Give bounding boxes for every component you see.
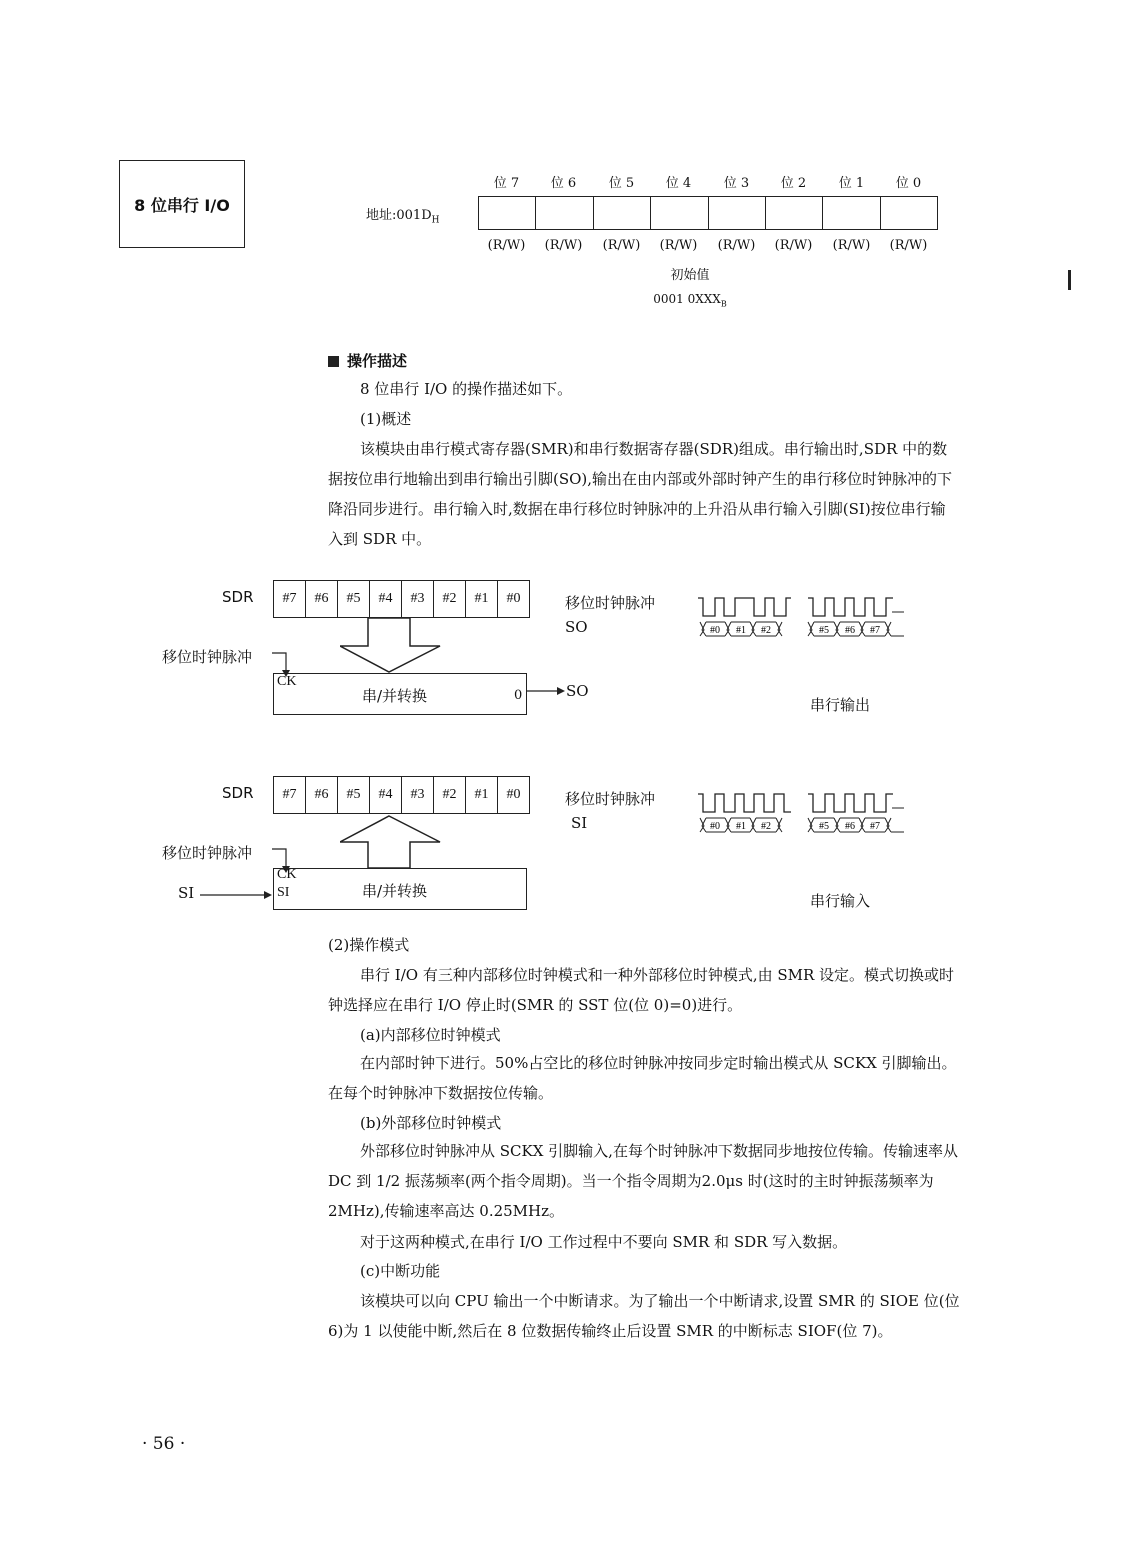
access-4: (R/W) xyxy=(659,238,698,253)
operation-intro: 8 位串行 I/O 的操作描述如下。 xyxy=(360,380,573,398)
clock-label-input: 移位时钟脉冲 xyxy=(162,844,253,862)
page-number: · 56 · xyxy=(142,1434,186,1454)
si-arrow-icon xyxy=(200,887,274,903)
ck-label: CK xyxy=(277,867,297,882)
register-cell xyxy=(881,197,937,229)
sdr-bit: #7 xyxy=(274,581,306,617)
register-cell xyxy=(709,197,766,229)
sdr-register-output xyxy=(273,580,530,618)
clock-label-output: 移位时钟脉冲 xyxy=(162,648,253,666)
bit-zero-label: 0 xyxy=(514,688,523,703)
sdr-bit: #0 xyxy=(506,787,521,802)
access-3: (R/W) xyxy=(717,238,756,253)
overview-text: 该模块由串行模式寄存器(SMR)和串行数据寄存器(SDR)组成。串行输出时,SDR 中的数据按位串行地输出到串行输出引脚(SO),输出在由内部或外部时钟产生的串行移位时钟脉冲的下降沿同步进行。串行输入时,数据在串行移位时钟脉冲的上升沿从串行输入引脚(SI)按位串行输入到 SDR 中。 xyxy=(328,440,953,548)
mode-b-text: 外部移位时钟脉冲从 SCKX 引脚输入,在每个时钟脉冲下数据同步地按位传输。传输速率从 DC 到 1/2 振荡频率(两个指令周期)。当一个指令周期为2.0μs 时(这时的主时钟振荡频率为 2MHz),传输速率高达 0.25MHz。 xyxy=(328,1142,958,1220)
bit-label-4: 位 4 xyxy=(665,176,692,191)
access-1: (R/W) xyxy=(832,238,871,253)
sdr-bit: #2 xyxy=(434,581,466,617)
bit-label-5: 位 5 xyxy=(608,176,635,191)
sdr-bit: #0 xyxy=(506,591,521,606)
down-arrow-icon xyxy=(340,618,450,674)
operation-heading: 操作描述 xyxy=(328,350,407,371)
si-internal-label: SI xyxy=(277,885,290,900)
sdr-bit: #1 xyxy=(466,777,498,813)
sdr-register-input xyxy=(273,776,530,814)
square-bullet-icon xyxy=(328,356,339,367)
wave-bit: #1 xyxy=(736,625,746,636)
timing-so-label: SO xyxy=(565,618,588,636)
timing-diagram-output xyxy=(698,596,910,638)
sdr-label-output: SDR xyxy=(222,588,254,606)
sdr-bit: #6 xyxy=(306,581,338,617)
wave-bit: #2 xyxy=(761,625,771,636)
converter-label: 串/并转换 xyxy=(362,687,428,705)
wave-bit: #0 xyxy=(710,625,720,636)
bit-label-1: 位 1 xyxy=(838,176,865,191)
wave-bit: #7 xyxy=(870,821,880,832)
so-pin-label: SO xyxy=(566,682,589,700)
register-cell xyxy=(536,197,593,229)
initial-value-label: 初始值 xyxy=(670,268,710,283)
wave-bit: #1 xyxy=(736,821,746,832)
sdr-bit: #5 xyxy=(338,581,370,617)
mode-c-title: (c)中断功能 xyxy=(360,1262,441,1280)
ck-label: CK xyxy=(277,674,297,689)
register-bits-row xyxy=(478,196,938,230)
timing-si-label: SI xyxy=(571,814,588,832)
converter-box-input xyxy=(273,868,527,910)
register-cell xyxy=(651,197,708,229)
wave-bit: #6 xyxy=(845,821,855,832)
wave-bit: #5 xyxy=(819,821,829,832)
bit-label-7: 位 7 xyxy=(493,176,520,191)
converter-label: 串/并转换 xyxy=(362,882,428,900)
sdr-bit: #6 xyxy=(306,777,338,813)
timing-clock-label-output: 移位时钟脉冲 xyxy=(565,594,656,612)
timing-clock-label-input: 移位时钟脉冲 xyxy=(565,790,656,808)
register-address: 地址$:001D_H$ xyxy=(366,208,440,226)
access-7: (R/W) xyxy=(487,238,526,253)
access-2: (R/W) xyxy=(774,238,813,253)
sdr-bit: #3 xyxy=(402,777,434,813)
access-0: (R/W) xyxy=(889,238,928,253)
sdr-bit: #2 xyxy=(434,777,466,813)
mode-b-title: (b)外部移位时钟模式 xyxy=(360,1114,502,1132)
si-pin-label: SI xyxy=(178,884,195,902)
sdr-bit: #4 xyxy=(370,581,402,617)
mode-a-title: (a)内部移位时钟模式 xyxy=(360,1026,501,1044)
so-arrow-icon xyxy=(527,683,567,699)
access-5: (R/W) xyxy=(602,238,641,253)
sdr-bit: #4 xyxy=(370,777,402,813)
wave-bit: #2 xyxy=(761,821,771,832)
bit-label-0: 位 0 xyxy=(895,176,922,191)
initial-value: 0001 $0XXX_B$ xyxy=(653,292,727,309)
register-cell xyxy=(479,197,536,229)
access-6: (R/W) xyxy=(544,238,583,253)
bit-label-2: 位 2 xyxy=(780,176,807,191)
up-arrow-icon xyxy=(340,814,450,870)
wave-bit: #5 xyxy=(819,625,829,636)
bit-label-3: 位 3 xyxy=(723,176,750,191)
sdr-bit: #5 xyxy=(338,777,370,813)
bit-label-6: 位 6 xyxy=(550,176,577,191)
converter-box-output xyxy=(273,673,527,715)
wave-bit: #7 xyxy=(870,625,880,636)
modes-title: (2)操作模式 xyxy=(328,936,410,954)
serial-output-label: 串行输出 xyxy=(810,696,871,714)
wave-bit: #0 xyxy=(710,821,720,832)
register-cell xyxy=(823,197,880,229)
timing-diagram-input xyxy=(698,792,910,834)
mode-c-text: 该模块可以向 CPU 输出一个中断请求。为了输出一个中断请求,设置 SMR 的 SIOE 位(位 6)为 1 以使能中断,然后在 8 位数据传输终止后设置 SMR 的中断标志 SIOF(位 7)。 xyxy=(328,1292,960,1340)
register-cell xyxy=(594,197,651,229)
sdr-bit: #1 xyxy=(466,581,498,617)
modes-intro: 串行 I/O 有三种内部移位时钟模式和一种外部移位时钟模式,由 SMR 设定。模式切换或时钟选择应在串行 I/O 停止时(SMR 的 SST 位(位 0)=0)进行。 xyxy=(328,966,955,1014)
sdr-label-input: SDR xyxy=(222,784,254,802)
margin-mark xyxy=(1068,270,1071,290)
overview-title: (1)概述 xyxy=(360,410,412,428)
sdr-bit: #3 xyxy=(402,581,434,617)
wave-bit: #6 xyxy=(845,625,855,636)
sdr-bit: #7 xyxy=(274,777,306,813)
mode-b-note: 对于这两种模式,在串行 I/O 工作过程中不要向 SMR 和 SDR 写入数据。 xyxy=(360,1233,848,1251)
mode-a-text: 在内部时钟下进行。50%占空比的移位时钟脉冲按同步定时输出模式从 SCKX 引脚输出。在每个时钟脉冲下数据按位传输。 xyxy=(328,1054,957,1102)
register-cell xyxy=(766,197,823,229)
serial-input-label: 串行输入 xyxy=(810,892,871,910)
section-title: 8 位串行 I/O xyxy=(119,160,245,248)
